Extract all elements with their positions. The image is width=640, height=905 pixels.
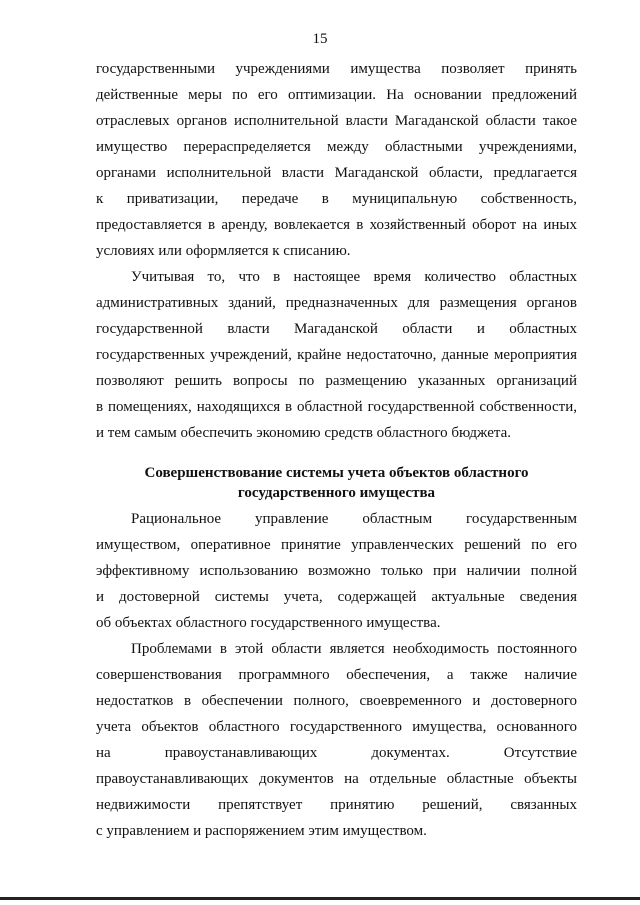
text-line: Проблемами в этой области является необходимость постоянного (131, 641, 577, 657)
section-heading-line: государственного имущества (237, 485, 436, 501)
text-line: предоставляется в аренду, вовлекается в хозяйственный оборот на иных (96, 217, 577, 233)
text-line: в помещениях, находящихся в областной государственной собственности, (96, 399, 577, 415)
text-line: и достоверной системы учета, содержащей актуальные сведения (96, 589, 577, 605)
text-line: об объектах областного государственного имущества. (96, 615, 441, 631)
text-line: к приватизации, передаче в муниципальную собственность, (96, 191, 577, 207)
text-line: позволяют решить вопросы по размещению указанных организаций (96, 373, 577, 389)
text-line: государственных учреждений, крайне недостаточно, данные мероприятия (96, 347, 577, 363)
text-line: учета объектов областного государственного имущества, основанного (96, 719, 577, 735)
text-line: государственной власти Магаданской области и областных (96, 321, 577, 337)
section-heading-line: Совершенствование системы учета объектов областного (144, 465, 529, 481)
text-line: эффективному использованию возможно только при наличии полной (96, 563, 577, 579)
text-line: и тем самым обеспечить экономию средств областного бюджета. (96, 425, 512, 441)
text-line: государственными учреждениями имущества позволяет принять (96, 61, 577, 77)
text-line: на правоустанавливающих документах. Отсутствие (96, 745, 577, 761)
text-line: отраслевых органов исполнительной власти Магаданской области такое (96, 113, 577, 129)
text-line: действенные меры по его оптимизации. На основании предложений (96, 87, 577, 103)
page-bottom-edge (0, 897, 640, 900)
text-line: совершенствования программного обеспечения, а также наличие (96, 667, 577, 683)
text-line: правоустанавливающих документов на отдельные областные объекты (96, 771, 577, 787)
text-line: условиях или оформляется к списанию. (96, 243, 351, 259)
text-line: Рациональное управление областным государственным (131, 511, 577, 527)
text-line: органами исполнительной власти Магаданской области, предлагается (96, 165, 577, 181)
text-line: Учитывая то, что в настоящее время количество областных (131, 269, 577, 285)
text-line: с управлением и распоряжением этим имуществом. (96, 823, 427, 839)
text-line: недвижимости препятствует принятию решений, связанных (96, 797, 577, 813)
page-number: 15 (312, 31, 328, 47)
text-line: недостатков в обеспечении полного, своевременного и достоверного (96, 693, 577, 709)
text-line: административных зданий, предназначенных для размещения органов (96, 295, 577, 311)
text-line: имущество перераспределяется между областными учреждениями, (96, 139, 577, 155)
text-line: имуществом, оперативное принятие управленческих решений по его (96, 537, 577, 553)
